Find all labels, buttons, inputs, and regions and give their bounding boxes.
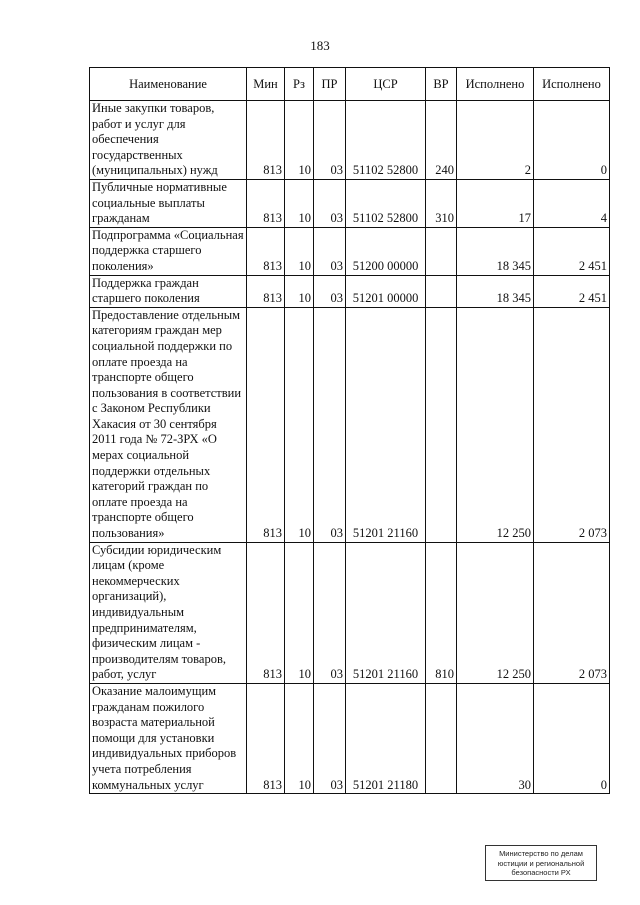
row-executed-2: 2 073 [534, 542, 610, 683]
table-row [90, 683, 610, 793]
header-pr: ПР [314, 68, 346, 101]
header-rz: Рз [285, 68, 314, 101]
row-executed-1: 2 [457, 101, 534, 180]
row-executed-2: 4 [534, 179, 610, 227]
row-name: Иные закупки товаров, работ и услуг для обеспечения государственных (муниципальных) нужд [90, 101, 247, 180]
row-vr [426, 307, 457, 542]
row-vr [426, 275, 457, 307]
row-vr: 810 [426, 542, 457, 683]
table-row [90, 101, 610, 180]
row-rz: 10 [285, 683, 314, 793]
row-executed-1: 17 [457, 179, 534, 227]
row-vr: 310 [426, 179, 457, 227]
row-vr [426, 683, 457, 793]
row-name: Публичные нормативные социальные выплаты гражданам [90, 179, 247, 227]
row-executed-2: 2 451 [534, 227, 610, 275]
row-csr: 51200 00000 [346, 227, 426, 275]
row-pr: 03 [314, 275, 346, 307]
row-pr: 03 [314, 683, 346, 793]
row-csr: 51201 00000 [346, 275, 426, 307]
row-name: Подпрограмма «Социальная поддержка старшего поколения» [90, 227, 247, 275]
table-row [90, 542, 610, 683]
row-min: 813 [247, 307, 285, 542]
row-vr [426, 227, 457, 275]
header-csr: ЦСР [346, 68, 426, 101]
row-pr: 03 [314, 227, 346, 275]
row-pr: 03 [314, 179, 346, 227]
row-csr: 51201 21160 [346, 542, 426, 683]
row-csr: 51201 21160 [346, 307, 426, 542]
header-name: Наименование [90, 68, 247, 101]
row-csr: 51201 21180 [346, 683, 426, 793]
ministry-stamp [485, 845, 597, 881]
row-executed-2: 0 [534, 101, 610, 180]
row-csr: 51102 52800 [346, 101, 426, 180]
row-min: 813 [247, 683, 285, 793]
table-row [90, 307, 610, 542]
row-name: Предоставление отдельным категориям граждан мер социальной поддержки по оплате проезда на транспорте общего пользования в соответствии с Законом Республики Хакасия от 30 сентября 2011 года № 72-ЗРХ «О мерах социальной поддержки отдельных категорий граждан по оплате проезда на транспорте общего пользования» [90, 307, 247, 542]
header-vr: ВР [426, 68, 457, 101]
row-executed-2: 2 073 [534, 307, 610, 542]
row-executed-1: 12 250 [457, 542, 534, 683]
budget-table [89, 67, 610, 794]
row-executed-2: 0 [534, 683, 610, 793]
row-csr: 51102 52800 [346, 179, 426, 227]
header-row [90, 68, 610, 101]
row-rz: 10 [285, 179, 314, 227]
row-min: 813 [247, 101, 285, 180]
row-executed-1: 30 [457, 683, 534, 793]
stamp-line: Министерство по делам [499, 849, 583, 858]
row-min: 813 [247, 179, 285, 227]
row-rz: 10 [285, 275, 314, 307]
page-number: 183 [310, 38, 330, 53]
stamp-line: безопасности РХ [511, 868, 571, 877]
row-vr: 240 [426, 101, 457, 180]
row-name: Субсидии юридическим лицам (кроме некоммерческих организаций), индивидуальным предпринимателям, физическим лицам - производителям товаров, работ, услуг [90, 542, 247, 683]
row-rz: 10 [285, 101, 314, 180]
stamp-line: юстиции и региональной [497, 858, 585, 868]
row-min: 813 [247, 275, 285, 307]
row-name: Поддержка граждан старшего поколения [90, 275, 247, 307]
table-row [90, 179, 610, 227]
row-rz: 10 [285, 227, 314, 275]
row-pr: 03 [314, 101, 346, 180]
row-rz: 10 [285, 542, 314, 683]
table-row [90, 227, 610, 275]
row-pr: 03 [314, 307, 346, 542]
row-pr: 03 [314, 542, 346, 683]
row-executed-1: 18 345 [457, 275, 534, 307]
row-executed-2: 2 451 [534, 275, 610, 307]
row-executed-1: 18 345 [457, 227, 534, 275]
row-name: Оказание малоимущим гражданам пожилого возраста материальной помощи для установки индивидуальных приборов учета потребления коммунальных услуг [90, 683, 247, 793]
row-min: 813 [247, 542, 285, 683]
header-min: Мин [247, 68, 285, 101]
row-rz: 10 [285, 307, 314, 542]
row-executed-1: 12 250 [457, 307, 534, 542]
header-executed-2: Исполнено [534, 68, 610, 101]
header-executed-1: Исполнено [457, 68, 534, 101]
table-row [90, 275, 610, 307]
row-min: 813 [247, 227, 285, 275]
